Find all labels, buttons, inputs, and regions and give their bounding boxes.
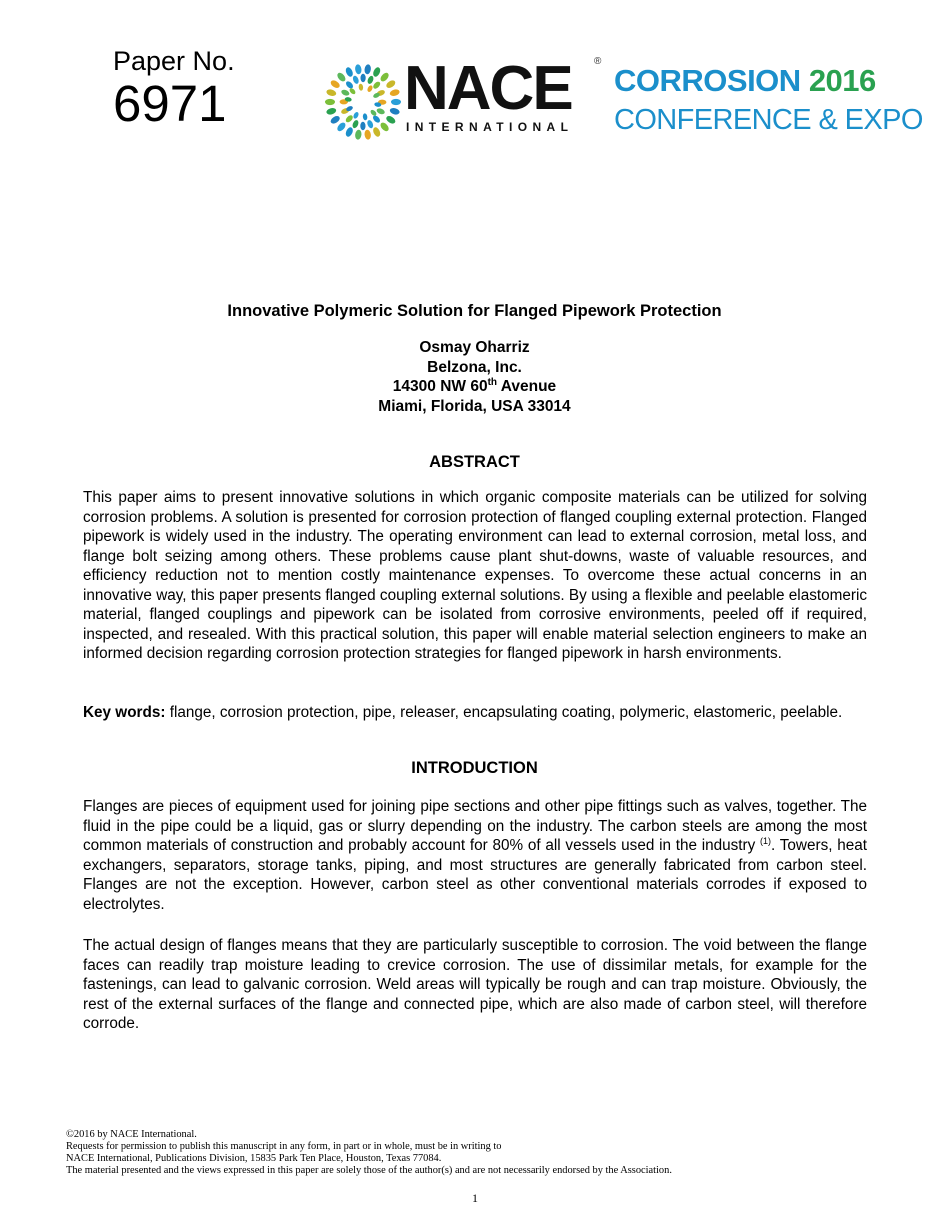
footer-line-3: NACE International, Publications Division, 15835 Park Ten Place, Houston, Texas 77084.	[66, 1153, 442, 1164]
registered-mark: ®	[594, 56, 602, 67]
emblem-dot	[325, 99, 335, 105]
footer-line-4: The material presented and the views expressed in this paper are solely those of the author(s) and are not necessarily endorsed by the Association.	[66, 1165, 672, 1176]
emblem-dot	[329, 79, 341, 90]
emblem-dot	[364, 129, 372, 140]
emblem-dot	[329, 114, 341, 125]
emblem-dot	[355, 64, 363, 75]
author-city: Miami, Florida, USA 33014	[378, 397, 571, 415]
address-prefix: 14300 NW 60	[392, 378, 488, 395]
conference-subtitle: CONFERENCE & EXPO	[614, 104, 923, 136]
emblem-dot	[348, 87, 356, 95]
conference-title	[614, 64, 876, 98]
emblem-dot	[352, 75, 360, 85]
abstract-text: This paper aims to present innovative solutions in which organic composite materials can be utilized for solving corrosion problems. A solution is presented for corrosion protection of flanged coupling external protection. Flanged pipework is widely used in the industry. The operating environment can lead to external corrosion, metal loss, and flange bolt seizing among others. These problems cause plant shut-downs, waste of valuable resources, and efficiency reduction not to mention costly maintenance expenses. To overcome these actual concerns in an innovative way, this paper presents flanged coupling external solutions. By using a flexible and peelable elastomeric material, flanged couplings and pipework can be isolated from corrosive environments, peeled off if required, inspected, and resealed. With this practical solution, this paper will enable material selection engineers to make an informed decision regarding corrosion protection strategies for flanged pipework in harsh environments.	[83, 489, 867, 662]
emblem-dot	[372, 114, 382, 124]
address-suffix: Avenue	[497, 378, 557, 395]
nace-emblem-icon	[323, 64, 403, 140]
address-sup: th	[487, 377, 498, 388]
footer	[66, 1129, 866, 1177]
paper-label: Paper No.	[113, 46, 235, 76]
emblem-dot	[372, 66, 382, 78]
emblem-dot	[372, 80, 382, 90]
introduction-paragraph-2: The actual design of flanges means that they are particularly susceptible to corrosion. The void between the flange faces can readily trap moisture leading to crevice corrosion. The use of dissimilar metals, for example for the fastenings, can lead to galvanic corrosion. Weld areas will typically be rough and can trap moisture. Obviously, the rest of the external surfaces of the flange and connected pipe, which are also made of carbon steel, will therefore corrode.	[83, 937, 867, 1032]
conference-year: 2016	[808, 63, 876, 98]
emblem-dot	[360, 122, 365, 130]
emblem-dot	[344, 126, 354, 138]
emblem-dot	[366, 119, 374, 129]
intro-para1-after: . Towers, heat exchangers, separators, storage tanks, piping, and most structures are generally fabricated from carbon steel. Flanges are not the exception. However, carbon steel as other conventional materials corrodes if exposed to electrolytes.	[83, 837, 867, 913]
emblem-dot	[366, 75, 374, 85]
emblem-dot	[336, 71, 347, 83]
emblem-dot	[344, 114, 354, 124]
emblem-dot	[361, 74, 366, 82]
emblem-dot	[352, 111, 359, 119]
emblem-dot	[358, 83, 363, 91]
footer-line-2: Requests for permission to publish this manuscript in any form, in part or in whole, must be in writing to	[66, 1141, 502, 1152]
emblem-dot	[336, 121, 347, 133]
emblem-dot	[351, 119, 359, 129]
emblem-dot	[344, 66, 354, 78]
emblem-dot	[391, 99, 401, 105]
emblem-dot	[326, 88, 337, 97]
introduction-paragraph-1	[83, 797, 867, 914]
keywords-label: Key words:	[83, 704, 166, 721]
emblem-dot	[369, 109, 377, 117]
introduction-heading: INTRODUCTION	[411, 759, 538, 777]
author-name: Osmay Oharriz	[419, 339, 530, 356]
emblem-dot	[379, 121, 390, 133]
paper-number: 6971	[113, 75, 227, 132]
author-organization: Belzona, Inc.	[427, 358, 522, 376]
emblem-dot	[372, 126, 382, 138]
emblem-dot	[366, 85, 373, 93]
emblem-dot	[362, 113, 367, 121]
nace-logo	[404, 54, 604, 138]
nace-wordmark: NACE	[404, 54, 572, 123]
keywords-text: flange, corrosion protection, pipe, releaser, encapsulating coating, polymeric, elastomeric, peelable.	[165, 704, 843, 721]
emblem-dot	[326, 107, 337, 116]
intro-para1-before: Flanges are pieces of equipment used for joining pipe sections and other pipe fittings such as valves, together. The fluid in the pipe could be a liquid, gas or slurry depending on the industry. The carbon steels are among the most common materials of construction and probably account for 80% of all vessels used in the industry	[83, 798, 867, 854]
citation-ref: (1)	[760, 836, 772, 846]
emblem-dot	[385, 114, 397, 125]
emblem-dot	[340, 89, 350, 97]
abstract-heading: ABSTRACT	[429, 453, 520, 471]
page-number: 1	[472, 1191, 478, 1205]
keywords	[83, 703, 867, 723]
emblem-dot	[345, 80, 355, 90]
emblem-dot	[385, 79, 397, 90]
emblem-dot	[376, 107, 386, 115]
author-block	[83, 338, 866, 416]
emblem-dot	[379, 71, 390, 83]
emblem-dot	[389, 88, 400, 97]
conference-word: CORROSION	[614, 63, 801, 98]
footer-copyright: ©2016 by NACE International.	[66, 1129, 197, 1140]
paper-title: Innovative Polymeric Solution for Flanged Pipework Protection	[227, 302, 722, 320]
emblem-dot	[364, 64, 372, 75]
nace-subtitle: INTERNATIONAL	[406, 120, 574, 134]
author-address	[83, 377, 866, 397]
emblem-dot	[389, 107, 400, 116]
emblem-dot	[355, 129, 363, 140]
